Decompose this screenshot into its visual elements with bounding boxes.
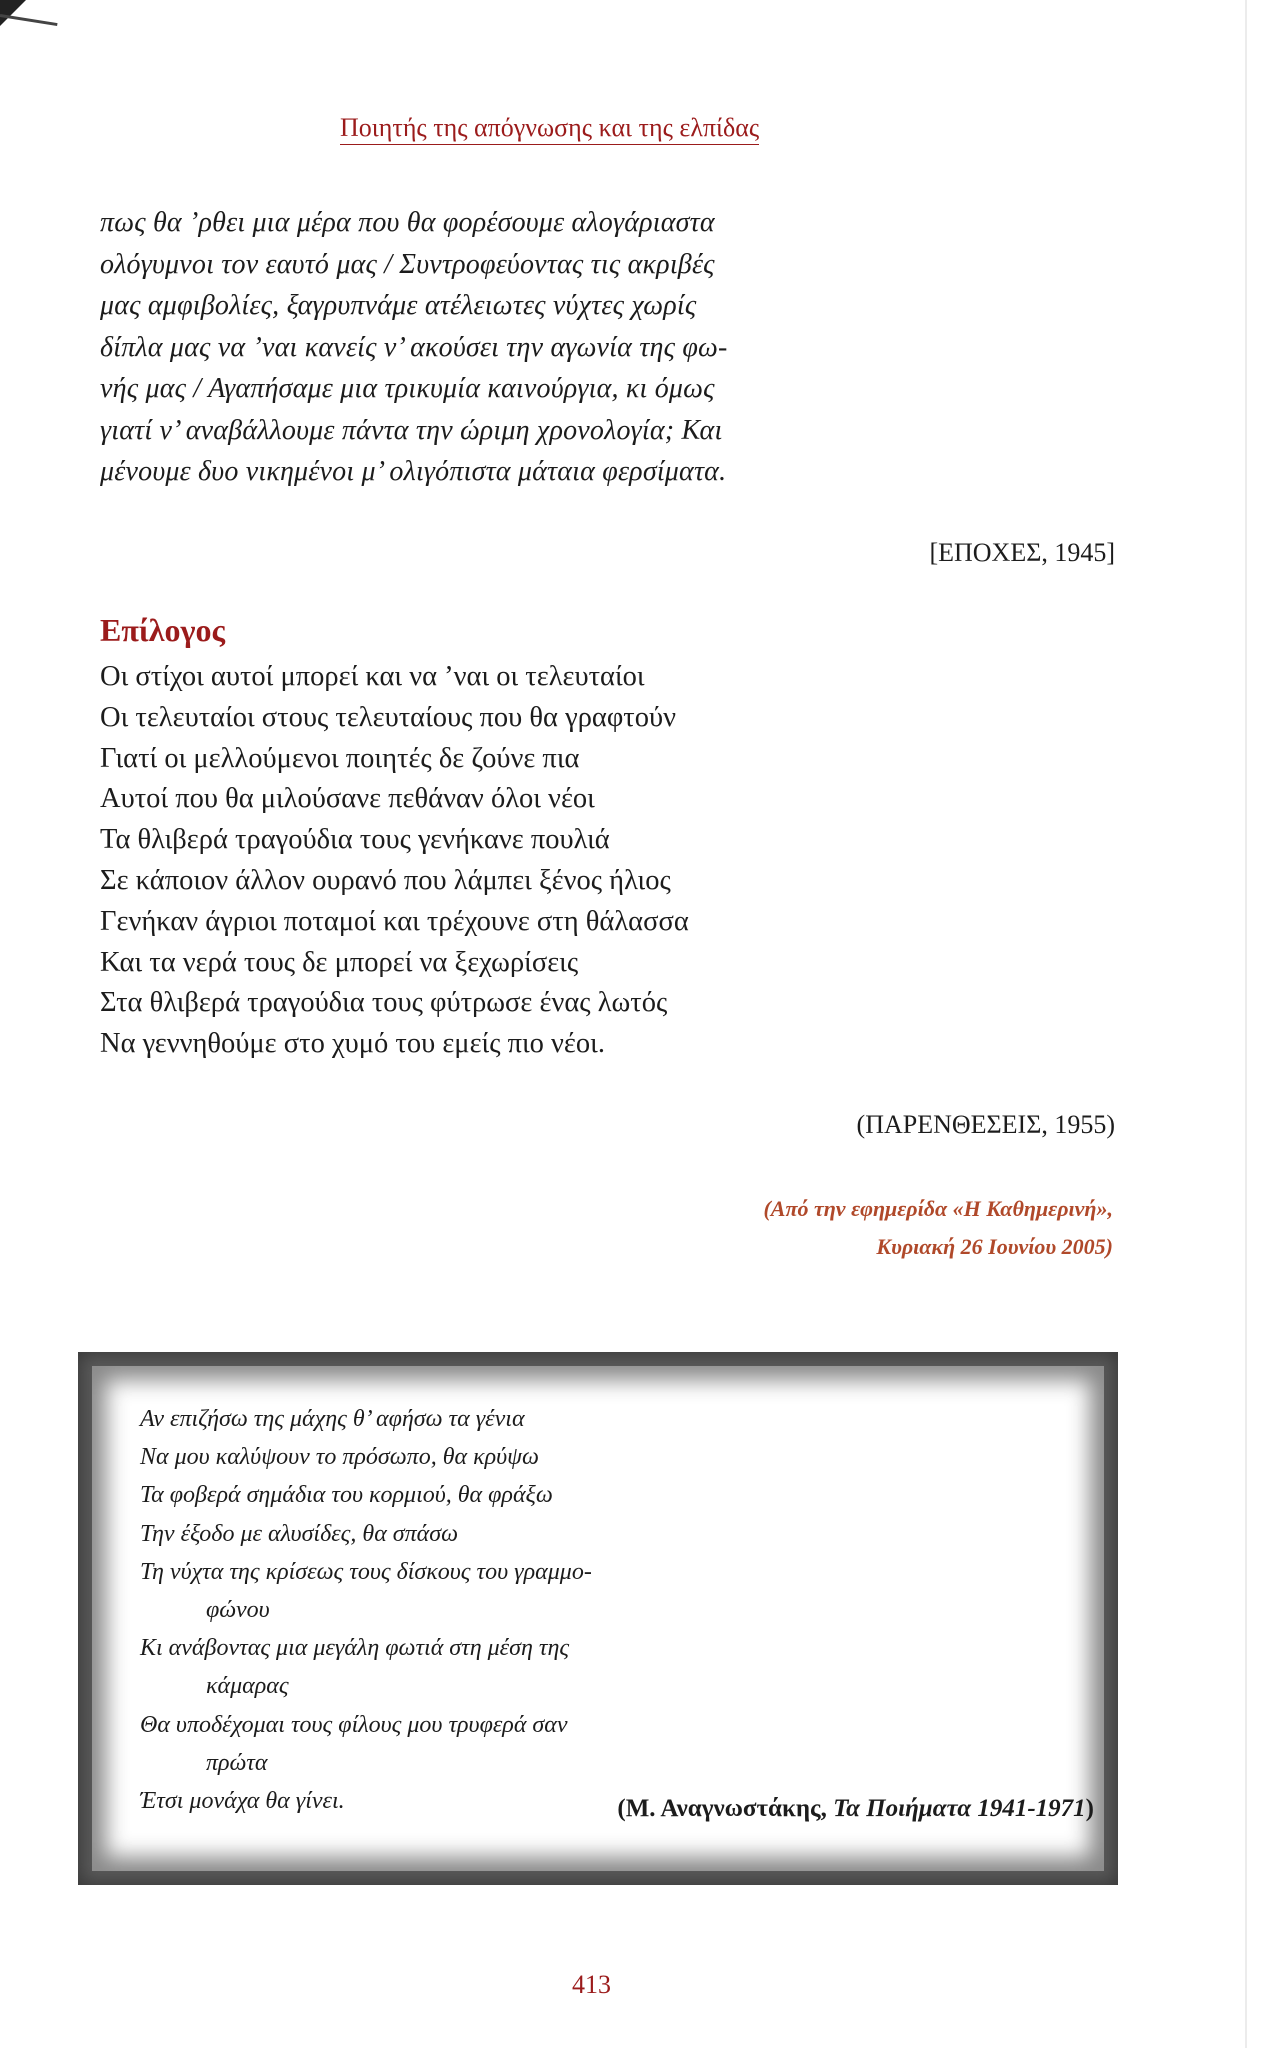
quote-line-continuation: πρώτα	[206, 1749, 268, 1776]
prose-paragraph	[100, 202, 880, 493]
page-edge	[1245, 0, 1247, 2048]
epilogue-title: Επίλογος	[100, 612, 225, 648]
quote-box-inner	[92, 1366, 1104, 1871]
quote-attribution	[617, 1795, 1094, 1823]
quote-line: Τα φοβερά σημάδια του κορμιού, θα φράξω	[140, 1482, 553, 1509]
source-citation-2: (ΠΑΡΕΝΘΕΣΕΙΣ, 1955)	[856, 1110, 1115, 1139]
prose-line: γιατί ν’ αναβάλλουμε πάντα την ώριμη χρονολογία; Και	[100, 414, 723, 446]
quote-line: Αν επιζήσω της μάχης θ’ αφήσω τα γένια	[140, 1406, 525, 1432]
quote-line: Θα υποδέχομαι τους φίλους μου τρυφερά σαν	[140, 1711, 568, 1738]
quote-line: Έτσι μονάχα θα γίνει.	[140, 1788, 345, 1815]
running-header: Ποιητής της απόγνωσης και της ελπίδας	[340, 113, 759, 145]
poem-line: Και τα νερά τους δε μπορεί να ξεχωρίσεις	[100, 946, 579, 978]
attribution-close: )	[1085, 1795, 1094, 1822]
prose-line: μένουμε δυο νικημένοι μ’ ολιγόπιστα μάταια φερσίματα.	[100, 456, 727, 487]
quote-line: Κι ανάβοντας μια μεγάλη φωτιά στη μέση της	[140, 1635, 570, 1662]
poem-line: Οι στίχοι αυτοί μπορεί και να ’ναι οι τελευταίοι	[100, 661, 645, 692]
quote-poem	[140, 1400, 592, 1820]
newspaper-line: (Από την εφημερίδα «Η Καθημερινή»,	[763, 1196, 1113, 1221]
quote-line-continuation: κάμαρας	[206, 1673, 289, 1700]
poem-line: Τα θλιβερά τραγούδια τους γενήκανε πουλιά	[100, 824, 610, 856]
source-citation-1: [ΕΠΟΧΕΣ, 1945]	[929, 538, 1115, 567]
corner-mark	[0, 0, 26, 26]
quote-line: Τη νύχτα της κρίσεως τους δίσκους του γραμμο-	[140, 1558, 592, 1585]
newspaper-line: Κυριακή 26 Ιουνίου 2005)	[876, 1234, 1113, 1259]
poem-line: Οι τελευταίοι στους τελευταίους που θα γραφτούν	[100, 701, 676, 733]
epilogue-poem	[100, 657, 860, 1065]
quote-line-continuation: φώνου	[206, 1597, 270, 1624]
poem-line: Να γεννηθούμε στο χυμό του εμείς πιο νέοι.	[100, 1028, 605, 1060]
prose-line: μας αμφιβολίες, ξαγρυπνάμε ατέλειωτες νύχτες χωρίς	[100, 290, 697, 321]
attribution-author: (Μ. Αναγνωστάκης,	[617, 1795, 827, 1822]
poem-line: Σε κάποιον άλλον ουρανό που λάμπει ξένος ήλιος	[100, 864, 671, 896]
prose-line: ολόγυμνοι τον εαυτό μας / Συντροφεύοντας τις ακριβές	[100, 248, 715, 280]
prose-line: δίπλα μας να ’ναι κανείς ν’ ακούσει την αγωνία της φω-	[100, 331, 728, 363]
poem-line: Γενήκαν άγριοι ποταμοί και τρέχουνε στη θάλασσα	[100, 905, 689, 937]
quote-box	[78, 1352, 1118, 1885]
quote-line: Την έξοδο με αλυσίδες, θα σπάσω	[140, 1520, 459, 1547]
prose-line: νής μας / Αγαπήσαμε μια τρικυμία καινούργια, κι όμως	[100, 373, 715, 404]
poem-line: Γιατί οι μελλούμενοι ποιητές δε ζούνε πια	[100, 742, 580, 774]
poem-line: Στα θλιβερά τραγούδια τους φύτρωσε ένας λωτός	[100, 987, 668, 1019]
prose-line: πως θα ’ρθει μια μέρα που θα φορέσουμε αλογάριαστα	[100, 207, 715, 238]
quote-line: Να μου καλύψουν το πρόσωπο, θα κρύψω	[140, 1444, 539, 1471]
newspaper-note	[763, 1190, 1113, 1266]
attribution-book-title: Τα Ποιήματα 1941-1971	[833, 1795, 1086, 1822]
poem-line: Αυτοί που θα μιλούσανε πεθάναν όλοι νέοι	[100, 783, 595, 815]
page-number: 413	[572, 1970, 611, 1999]
